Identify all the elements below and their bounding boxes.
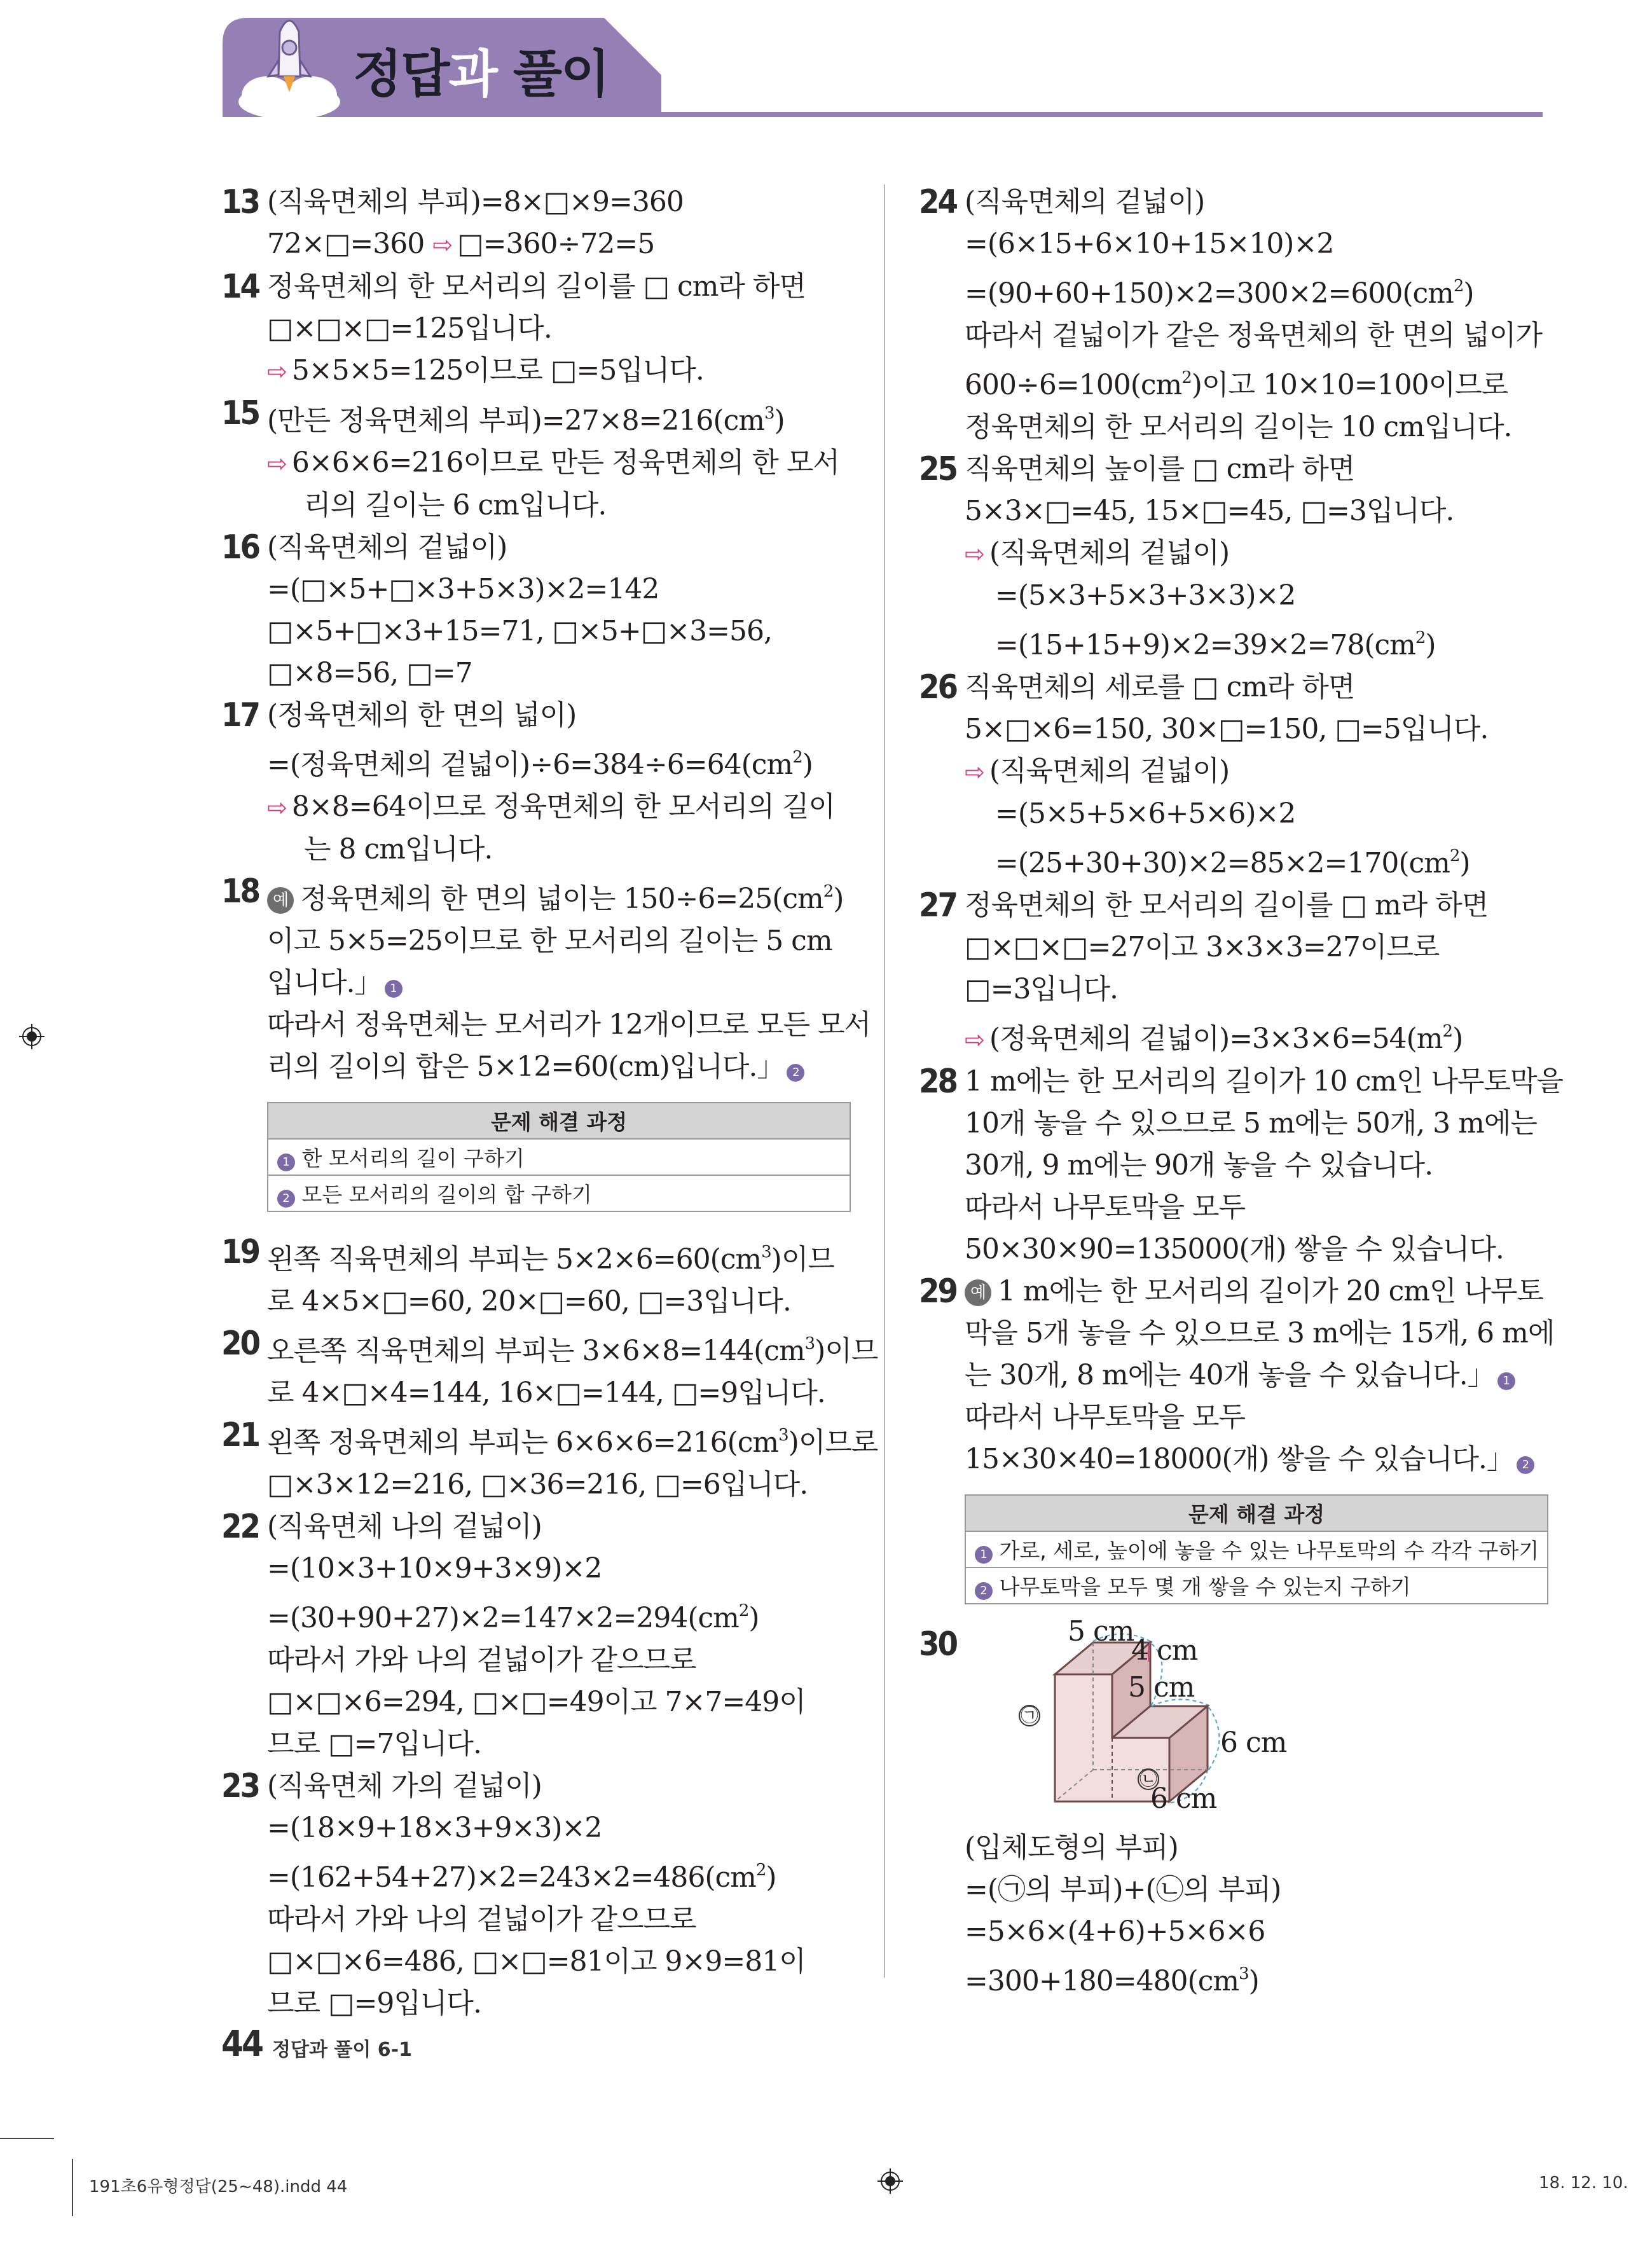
answer-line: =(5×3+5×3+3×3)×2 bbox=[995, 579, 1296, 612]
page-number: 44 bbox=[221, 2023, 263, 2065]
problem-number: 28 bbox=[919, 1063, 957, 1101]
answer-line: 72×□=360 ⇨ □=360÷72=5 bbox=[267, 228, 655, 260]
step-marker: 2 bbox=[787, 1064, 804, 1082]
dimension-label: 4 cm bbox=[1131, 1634, 1198, 1667]
problem-27 bbox=[919, 885, 1548, 1061]
answer-line: (직육면체의 겉넓이) bbox=[267, 531, 507, 563]
arrow-icon: ⇨ bbox=[267, 357, 287, 385]
answer-line: $=(30+90+27)\times 2=147\times 2=294(cm^2)$ bbox=[267, 1601, 759, 1634]
answer-line: =(18×9+18×3+9×3)×2 bbox=[267, 1812, 602, 1844]
registration-mark-icon bbox=[878, 2168, 903, 2194]
table-header: 문제 해결 과정 bbox=[268, 1103, 850, 1139]
answer-line: 따라서 나무토막을 모두 bbox=[965, 1191, 1246, 1223]
answer-line: 로 4×5×□=60, 20×□=60, □=3입니다. bbox=[267, 1285, 791, 1318]
problem-30 bbox=[919, 1615, 1548, 2002]
problem-29 bbox=[919, 1271, 1555, 1480]
answer-line: 10개 놓을 수 있으므로 5 m에는 50개, 3 m에는 bbox=[965, 1107, 1537, 1140]
answer-line: (직육면체의 겉넓이) bbox=[965, 186, 1205, 218]
answer-line: 15×30×40=18000(개) 쌓을 수 있습니다.」 2 bbox=[965, 1438, 1548, 1480]
answer-line: $=(90+60+150)\times 2=300\times 2=600(cm^2)$ bbox=[965, 277, 1474, 310]
problem-number: 13 bbox=[221, 183, 259, 221]
answer-line: ⇨ 8×8=64이므로 정육면체의 한 모서리의 길이 bbox=[267, 790, 836, 823]
answer-line: □×□×□=27이고 3×3×3=27이므로 bbox=[965, 931, 1440, 963]
answer-line: 30개, 9 m에는 90개 놓을 수 있습니다. bbox=[965, 1149, 1433, 1182]
answer-line: 50×30×90=135000(개) 쌓을 수 있습니다. bbox=[965, 1233, 1504, 1265]
problem-number: 14 bbox=[221, 268, 259, 306]
problem-25 bbox=[919, 448, 1548, 666]
answer-line: 는 8 cm입니다. bbox=[304, 833, 493, 865]
page-title: 정답과 풀이 bbox=[353, 45, 609, 104]
problem-number: 20 bbox=[221, 1325, 259, 1363]
arrow-icon: ⇨ bbox=[965, 758, 984, 786]
problem-26 bbox=[919, 666, 1548, 885]
example-badge: 예 bbox=[965, 1279, 991, 1306]
answer-line: □×□×6=294, □×□=49이고 7×7=49이 bbox=[267, 1686, 806, 1718]
arrow-icon: ⇨ bbox=[267, 450, 287, 478]
answer-line: 따라서 가와 나의 겉넓이가 같으므로 bbox=[267, 1644, 696, 1676]
footer-title: 정답과 풀이 6-1 bbox=[272, 2039, 412, 2061]
problem-24 bbox=[919, 181, 1548, 448]
problem-number: 23 bbox=[221, 1767, 259, 1805]
answer-line: 왼쪽 정육면체의 부피는 $6\times 6\times 6=216(cm^3)$이므로 bbox=[267, 1426, 878, 1459]
answer-line: 정육면체의 한 모서리의 길이는 10 cm입니다. bbox=[965, 411, 1512, 443]
problem-number: 19 bbox=[221, 1233, 259, 1271]
answer-line: ⇨ (직육면체의 겉넓이) bbox=[965, 755, 1230, 787]
problem-number: 29 bbox=[919, 1272, 957, 1311]
problem-number: 16 bbox=[221, 528, 259, 567]
registration-mark-icon bbox=[19, 1024, 45, 1049]
answer-line: 5×3×□=45, 15×□=45, □=3입니다. bbox=[965, 495, 1454, 527]
answer-line: $=(25+30+30)\times 2=85\times 2=170(cm^2)$ bbox=[995, 846, 1470, 879]
answer-line: 오른쪽 직육면체의 부피는 $3\times 6\times 8=144(cm^3)$이므 bbox=[267, 1334, 878, 1367]
region-label: ㉠ bbox=[1021, 1705, 1038, 1726]
answer-line: 리의 길이는 6 cm입니다. bbox=[304, 489, 607, 521]
answer-line: =(□×5+□×3+5×3)×2=142 bbox=[267, 573, 659, 605]
problem-number: 24 bbox=[919, 183, 957, 221]
arrow-icon: ⇨ bbox=[965, 1026, 984, 1054]
answer-line: □×□×□=125입니다. bbox=[267, 312, 552, 345]
answer-line: =5×6×(4+6)+5×6×6 bbox=[965, 1915, 1265, 1948]
answer-line: =(10×3+10×9+3×9)×2 bbox=[267, 1552, 602, 1585]
answer-line: ⇨ 5×5×5=125이므로 □=5입니다. bbox=[267, 354, 704, 387]
answer-line: 왼쪽 직육면체의 부피는 $5\times 2\times 6=60(cm^3)$이므 bbox=[267, 1243, 834, 1276]
print-slug: 191초6유형정답(25~48).indd 44 bbox=[89, 2177, 348, 2196]
answer-line: 따라서 겉넓이가 같은 정육면체의 한 면의 넓이가 bbox=[965, 319, 1542, 352]
problem-number: 30 bbox=[919, 1625, 957, 1664]
answer-line: 정육면체의 한 모서리의 길이를 □ cm라 하면 bbox=[267, 270, 806, 303]
rocket-icon bbox=[229, 6, 356, 121]
example-badge: 예 bbox=[267, 887, 294, 914]
problem-15 bbox=[221, 392, 851, 527]
answer-line: 로 4×□×4=144, 16×□=144, □=9입니다. bbox=[267, 1377, 825, 1409]
solution-process-table bbox=[965, 1494, 1548, 1604]
answer-line: 따라서 정육면체는 모서리가 12개이므로 모든 모서 bbox=[267, 1009, 871, 1041]
answer-line: $=(162+54+27)\times 2=243\times 2=486(cm^2)$ bbox=[267, 1861, 776, 1894]
left-column bbox=[221, 181, 878, 2025]
answer-line: 예 정육면체의 한 면의 넓이는 $150\div 6=25(cm^2)$ bbox=[267, 871, 851, 920]
step-marker: 2 bbox=[277, 1190, 295, 1208]
region-label: ㉡ bbox=[1139, 1768, 1157, 1789]
answer-line: $600\div 6=100(cm^2)$이고 10×10=100이므로 bbox=[965, 368, 1508, 401]
right-column bbox=[919, 181, 1564, 2002]
dimension-label: 5 cm bbox=[1128, 1671, 1195, 1704]
problem-number: 17 bbox=[221, 696, 259, 734]
dimension-label: 5 cm bbox=[1068, 1615, 1134, 1648]
answer-line: 이고 5×5=25이므로 한 모서리의 길이는 5 cm bbox=[267, 925, 832, 957]
problem-16 bbox=[221, 527, 851, 694]
answer-line: 따라서 가와 나의 겉넓이가 같으므로 bbox=[267, 1903, 696, 1936]
problem-number: 26 bbox=[919, 668, 957, 706]
problem-number: 22 bbox=[221, 1508, 259, 1546]
answer-line: (입체도형의 부피) bbox=[965, 1831, 1178, 1864]
answer-line: □×5+□×3+15=71, □×5+□×3=56, bbox=[267, 615, 772, 647]
dimension-label: 6 cm bbox=[1220, 1726, 1287, 1759]
solution-process-table bbox=[267, 1102, 851, 1212]
step-marker: 2 bbox=[1517, 1456, 1534, 1474]
answer-line: (직육면체 가의 겉넓이) bbox=[267, 1770, 542, 1802]
answer-line: □×3×12=216, □×36=216, □=6입니다. bbox=[267, 1468, 808, 1501]
header-rule bbox=[223, 112, 1543, 117]
answer-line: ⇨ (정육면체의 겉넓이)$=3\times 3\times 6=54(m^2)$ bbox=[965, 1022, 1463, 1055]
problem-number: 18 bbox=[221, 872, 259, 911]
answer-line: 예 1 m에는 한 모서리의 길이가 20 cm인 나무토 bbox=[965, 1271, 1548, 1313]
answer-line: □×□×6=486, □×□=81이고 9×9=81이 bbox=[267, 1945, 806, 1978]
table-header: 문제 해결 과정 bbox=[965, 1495, 1548, 1531]
answer-line: 므로 □=7입니다. bbox=[267, 1728, 481, 1760]
column-divider bbox=[884, 184, 885, 1978]
problem-number: 27 bbox=[919, 886, 957, 925]
answer-line: 직육면체의 높이를 □ cm라 하면 bbox=[965, 453, 1355, 485]
dimension-label: 6 cm bbox=[1150, 1782, 1217, 1815]
arrow-icon: ⇨ bbox=[432, 231, 453, 259]
answer-line: □=3입니다. bbox=[965, 973, 1118, 1005]
problem-18 bbox=[221, 871, 871, 1088]
print-date: 18. 12. 10. bbox=[1539, 2174, 1628, 2193]
answer-line: =(정육면체의 겉넓이)$\div 6=384\div 6=64(cm^2)$ bbox=[267, 748, 813, 781]
problem-28 bbox=[919, 1061, 1564, 1271]
answer-line: 5×□×6=150, 30×□=150, □=5입니다. bbox=[965, 713, 1489, 745]
problem-20 bbox=[221, 1323, 878, 1414]
arrow-icon: ⇨ bbox=[965, 540, 984, 568]
answer-line: =(6×15+6×10+15×10)×2 bbox=[965, 228, 1334, 260]
problem-22 bbox=[221, 1506, 851, 1765]
arrow-icon: ⇨ bbox=[267, 794, 287, 822]
answer-line: 1 m에는 한 모서리의 길이가 10 cm인 나무토막을 bbox=[965, 1065, 1564, 1098]
step-marker: 1 bbox=[975, 1546, 993, 1564]
step-marker: 1 bbox=[1497, 1372, 1515, 1390]
problem-19 bbox=[221, 1231, 851, 1323]
problem-14 bbox=[221, 266, 851, 392]
answer-line: ⇨ 6×6×6=216이므로 만든 정육면체의 한 모서 bbox=[267, 446, 839, 479]
answer-line: 막을 5개 놓을 수 있으므로 3 m에는 15개, 6 m에 bbox=[965, 1317, 1555, 1349]
table-row: 1 가로, 세로, 높이에 놓을 수 있는 나무토막의 수 각각 구하기 bbox=[965, 1531, 1548, 1567]
problem-17 bbox=[221, 694, 851, 871]
problem-number: 21 bbox=[221, 1416, 259, 1454]
answer-line: 입니다.」 1 bbox=[267, 962, 851, 1004]
table-row: 2 모든 모서리의 길이의 합 구하기 bbox=[268, 1175, 850, 1211]
answer-line: (만든 정육면체의 부피)$=27\times 8=216(cm^3)$ bbox=[267, 404, 785, 437]
answer-line: 는 30개, 8 m에는 40개 놓을 수 있습니다.」 1 bbox=[965, 1354, 1548, 1396]
answer-line: 따라서 나무토막을 모두 bbox=[965, 1401, 1246, 1433]
table-row: 2 나무토막을 모두 몇 개 쌓을 수 있는지 구하기 bbox=[965, 1567, 1548, 1604]
answer-line: (직육면체의 부피)=8×□×9=360 bbox=[267, 186, 684, 218]
problem-number: 15 bbox=[221, 394, 259, 432]
problem-21 bbox=[221, 1414, 878, 1506]
table-row: 1 한 모서리의 길이 구하기 bbox=[268, 1139, 850, 1175]
step-marker: 1 bbox=[385, 980, 403, 998]
solid-figure bbox=[1010, 1615, 1548, 1827]
answer-line: □×8=56, □=7 bbox=[267, 657, 472, 689]
answer-line: 정육면체의 한 모서리의 길이를 □ m라 하면 bbox=[965, 889, 1489, 921]
answer-line: (직육면체 나의 겉넓이) bbox=[267, 1510, 542, 1543]
answer-line: =(5×5+5×6+5×6)×2 bbox=[995, 797, 1296, 830]
answer-line: (정육면체의 한 면의 넓이) bbox=[267, 699, 577, 731]
answer-line: $=(15+15+9)\times 2=39\times 2=78(cm^2)$ bbox=[995, 628, 1436, 661]
answer-line: 직육면체의 세로를 □ cm라 하면 bbox=[965, 671, 1355, 703]
problem-23 bbox=[221, 1765, 851, 2025]
crop-mark bbox=[0, 2138, 54, 2139]
crop-mark bbox=[72, 2159, 73, 2216]
step-marker: 1 bbox=[277, 1154, 295, 1171]
answer-line: ⇨ (직육면체의 겉넓이) bbox=[965, 537, 1230, 569]
answer-line: 므로 □=9입니다. bbox=[267, 1987, 481, 2020]
problem-number: 25 bbox=[919, 450, 957, 488]
answer-line: =(㉠의 부피)+(㉡의 부피) bbox=[965, 1873, 1281, 1906]
step-marker: 2 bbox=[975, 1582, 993, 1600]
answer-line: $=300+180=480(cm^3)$ bbox=[965, 1964, 1259, 1997]
answer-line: 리의 길이의 합은 5×12=60(cm)입니다.」 2 bbox=[267, 1046, 851, 1088]
problem-13 bbox=[221, 181, 851, 266]
